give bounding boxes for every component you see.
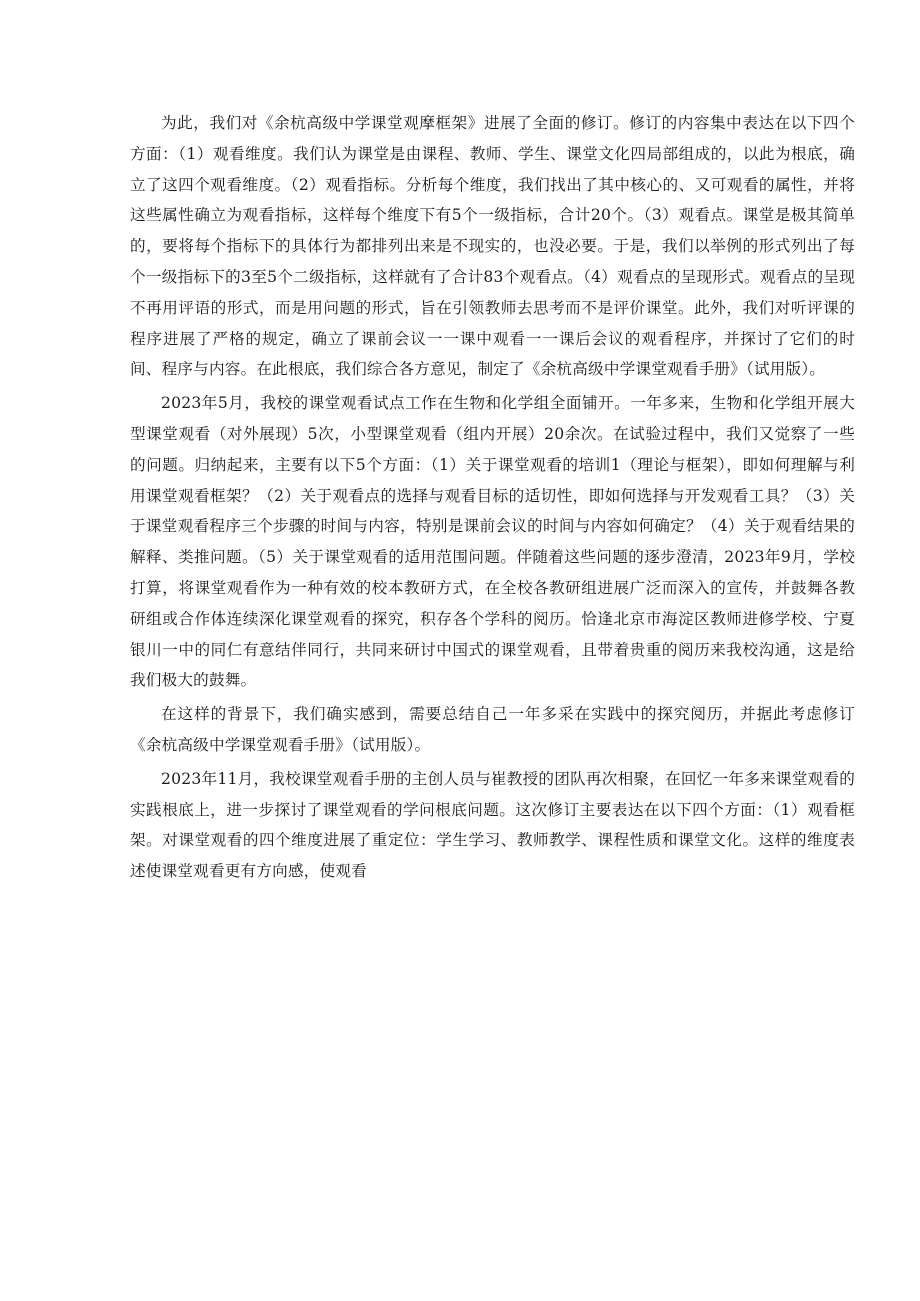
paragraph-november-revision: 2023年11月，我校课堂观看手册的主创人员与崔教授的团队再次相聚，在回忆一年多来课堂观看的实践根底上，进一步探讨了课堂观看的学问根底问题。这次修订主要表达在以下四个方面：（1）观看框架。对课堂观看的四个维度进展了重定位：学生学习、教师教学、课程性质和课堂文化。这样的维度表述使课堂观看更有方向感，使观看 bbox=[130, 769, 855, 881]
document-body bbox=[130, 108, 855, 890]
paragraph-pilot-work: 2023年5月，我校的课堂观看试点工作在生物和化学组全面铺开。一年多来，生物和化学组开展大型课堂观看（对外展现）5次，小型课堂观看（组内开展）20余次。在试验过程中，我们又觉察了一些的问题。归纳起来，主要有以下5个方面：（1）关于课堂观看的培训1（理论与框架），即如何理解与利用课堂观看框架？（2）关于观看点的选择与观看目标的适切性，即如何选择与开发观看工具？（3）关于课堂观看程序三个步骤的时间与内容，特别是课前会议的时间与内容如何确定？（4）关于观看结果的解释、类推问题。（5）关于课堂观看的适用范围问题。伴随着这些问题的逐步澄清，2023年9月，学校打算，将课堂观看作为一种有效的校本教研方式，在全校各教研组进展广泛而深入的宣传，并鼓舞各教研组或合作体连续深化课堂观看的探究，积存各个学科的阅历。恰逢北京市海淀区教师进修学校、宁夏银川一中的同仁有意结伴同行，共同来研讨中国式的课堂观看，且带着贵重的阅历来我校沟通，这是给我们极大的鼓舞。 bbox=[130, 394, 855, 690]
paragraph-background: 在这样的背景下，我们确实感到，需要总结自己一年多采在实践中的探究阅历，并据此考虑修订《余杭高级中学课堂观看手册》（试用版）。 bbox=[130, 705, 855, 754]
paragraph-revision-overview: 为此，我们对《余杭高级中学课堂观摩框架》进展了全面的修订。修订的内容集中表达在以下四个方面：（1）观看维度。我们认为课堂是由课程、教师、学生、课堂文化四局部组成的，以此为根底，确立了这四个观看维度。（2）观看指标。分析每个维度，我们找出了其中核心的、又可观看的属性，并将这些属性确立为观看指标，这样每个维度下有5个一级指标，合计20个。（3）观看点。课堂是极其简单的，要将每个指标下的具体行为都排列出来是不现实的，也没必要。于是，我们以举例的形式列出了每个一级指标下的3至5个二级指标，这样就有了合计83个观看点。（4）观看点的呈现形式。观看点的呈现不再用评语的形式，而是用问题的形式，旨在引领教师去思考而不是评价课堂。此外，我们对听评课的程序进展了严格的规定，确立了课前会议一一课中观看一一课后会议的观看程序，并探讨了它们的时间、程序与内容。在此根底，我们综合各方意见，制定了《余杭高级中学课堂观看手册》（试用版）。 bbox=[130, 114, 855, 379]
